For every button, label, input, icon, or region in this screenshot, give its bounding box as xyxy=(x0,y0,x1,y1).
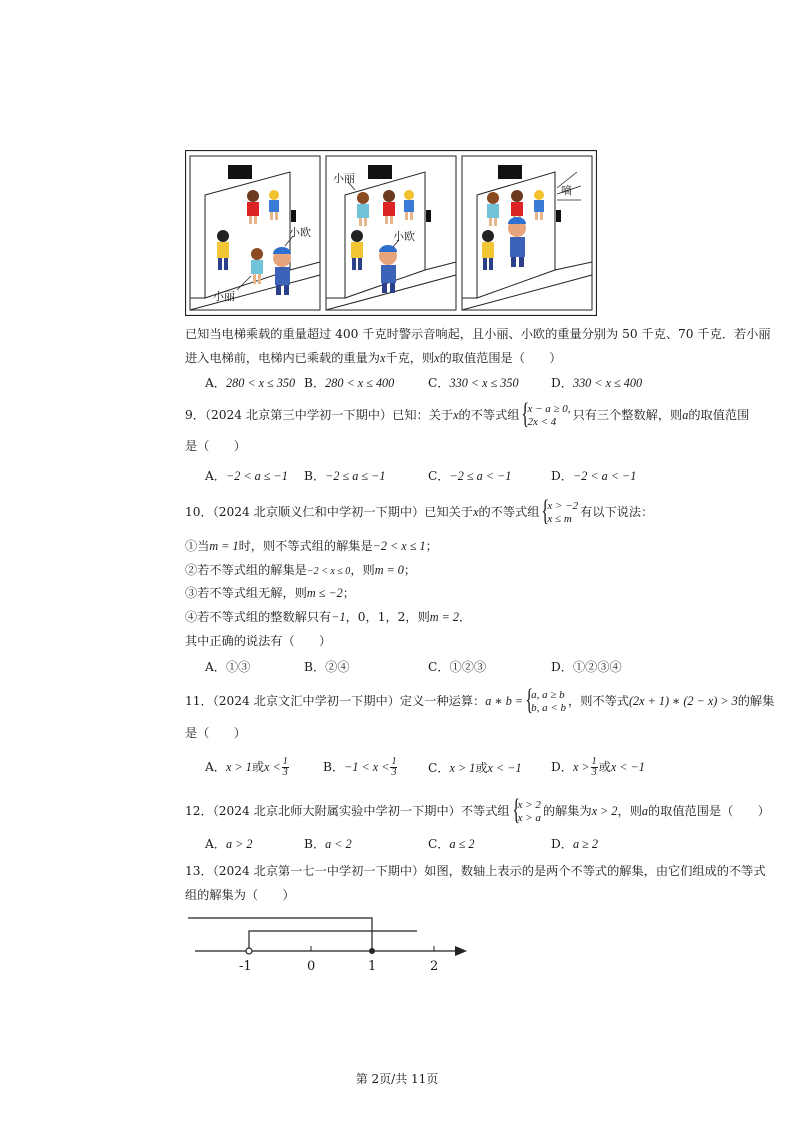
number-line-figure xyxy=(185,910,475,980)
q10-option-c[interactable]: C．①②③ xyxy=(428,660,487,674)
q8-text: 的取值范围是（ ） xyxy=(439,351,562,365)
axis-arrow xyxy=(455,946,467,956)
q8-line1: 已知当电梯乘载的重量超过 400 千克时警示音响起，且小丽、小欧的重量分别为 50 千克、70 千克．若小丽 xyxy=(185,327,771,341)
label-di: 嘀 xyxy=(561,184,572,197)
q12-option-b[interactable]: B．a < 2 xyxy=(304,837,352,851)
tick-label-0: 0 xyxy=(307,959,316,974)
q12-system: { x > 2 x > a xyxy=(512,799,541,825)
q12-option-c[interactable]: C．a ≤ 2 xyxy=(428,837,475,851)
q8-text: 进入电梯前，电梯内已乘载的重量为 xyxy=(185,351,380,365)
q8-option-b[interactable]: B．280 < x ≤ 400 xyxy=(304,376,395,390)
q9-line1: 9．（2024 北京第三中学初一下期中）已知：关于x的不等式组 { x − a ≥ 0, 2x < 4 只有三个整数解，则a的取值范围 xyxy=(185,400,749,430)
hollow-dot-neg1 xyxy=(246,948,252,954)
q11-line2: 是（ ） xyxy=(185,726,246,740)
elevator-panel-3 xyxy=(462,156,592,310)
q8-option-c[interactable]: C．330 < x ≤ 350 xyxy=(428,376,519,390)
label-xiaoli-2: 小丽 xyxy=(333,172,355,185)
q10-statement-3: ③若不等式组无解，则m ≤ −2； xyxy=(185,586,355,600)
q8-option-a[interactable]: A．280 < x ≤ 350 xyxy=(205,376,296,390)
q11-line1: 11．（2024 北京文汇中学初一下期中）定义一种运算：a ∗ b = { a, a ≥ b b, a < b ，则不等式(2x + 1) ∗ (2 − x) > 3的解集 xyxy=(185,686,774,716)
q12-line1: 12．（2024 北京北师大附属实验中学初一下期中）不等式组 { x > 2 x > a 的解集为x > 2，则a的取值范围是（ ） xyxy=(185,796,770,826)
q9-system: { x − a ≥ 0, 2x < 4 xyxy=(521,403,570,429)
label-xiaoou-1: 小欧 xyxy=(289,226,311,239)
q10-statement-1: ①当m = 1时，则不等式组的解集是−2 < x ≤ 1； xyxy=(185,539,438,553)
elevator-figure xyxy=(185,150,597,316)
q11-option-d[interactable]: D．x > $\frac{1}{3}$ 或x < −1 xyxy=(551,756,645,778)
q8-var: x xyxy=(434,351,440,365)
q13-line1: 13．（2024 北京第一七一中学初一下期中）如图，数轴上表示的是两个不等式的解集，由它们组成的不等式 xyxy=(185,864,766,878)
q11-system: { a, a ≥ b b, a < b xyxy=(525,689,566,715)
q10-ask: 其中正确的说法有（ ） xyxy=(185,634,332,648)
label-xiaoli-1: 小丽 xyxy=(213,290,235,303)
q12-option-a[interactable]: A．a > 2 xyxy=(205,837,253,851)
q10-option-d[interactable]: D．①②③④ xyxy=(551,660,622,674)
q9-option-a[interactable]: A．−2 < a ≤ −1 xyxy=(205,469,288,483)
fraction: $\frac{1}{3}$ xyxy=(391,756,397,778)
q10-option-a[interactable]: A．①③ xyxy=(205,660,251,674)
q9-option-b[interactable]: B．−2 ≤ a ≤ −1 xyxy=(304,469,386,483)
label-xiaoou-2: 小欧 xyxy=(393,230,415,243)
ray-x-gt-neg1 xyxy=(249,931,417,951)
q10-option-b[interactable]: B．②④ xyxy=(304,660,350,674)
q8-line2 xyxy=(185,349,561,367)
ray-x-le-1 xyxy=(188,918,372,951)
q10-statement-4: ④若不等式组的整数解只有−1，0，1，2，则m = 2． xyxy=(185,610,472,624)
fraction: $\frac{1}{3}$ xyxy=(282,756,288,778)
q10-statement-2: ②若不等式组的解集是−2 < x ≤ 0，则m = 0； xyxy=(185,563,417,577)
q11-option-a[interactable]: A．x > 1或x < $\frac{1}{3}$ xyxy=(205,756,288,778)
q9-option-c[interactable]: C．−2 ≤ a < −1 xyxy=(428,469,512,483)
page-footer: 第 2页/共 11页 xyxy=(355,1072,439,1086)
q11-option-c[interactable]: C．x > 1或x < −1 xyxy=(428,761,522,775)
q9-line2: 是（ ） xyxy=(185,439,246,453)
tick-label-neg1: -1 xyxy=(239,959,252,974)
q8-option-d[interactable]: D．330 < x ≤ 400 xyxy=(551,376,643,390)
q9-option-d[interactable]: D．−2 < a < −1 xyxy=(551,469,637,483)
q8-text: 千克，则 xyxy=(385,351,435,365)
solid-dot-1 xyxy=(369,948,375,954)
q10-system: { x > −2 x ≤ m xyxy=(541,500,578,526)
q11-option-b[interactable]: B．−1 < x < $\frac{1}{3}$ xyxy=(323,756,397,778)
q8-var: x xyxy=(380,351,386,365)
tick-label-2: 2 xyxy=(430,959,439,974)
elevator-figure-svg xyxy=(185,150,597,316)
q12-option-d[interactable]: D．a ≥ 2 xyxy=(551,837,598,851)
q10-line1: 10．（2024 北京顺义仁和中学初一下期中）已知关于x的不等式组 { x > −2 x ≤ m 有以下说法： xyxy=(185,497,653,527)
tick-label-1: 1 xyxy=(368,959,377,974)
fraction: $\frac{1}{3}$ xyxy=(591,756,597,778)
q13-line2: 组的解集为（ ） xyxy=(185,888,295,902)
